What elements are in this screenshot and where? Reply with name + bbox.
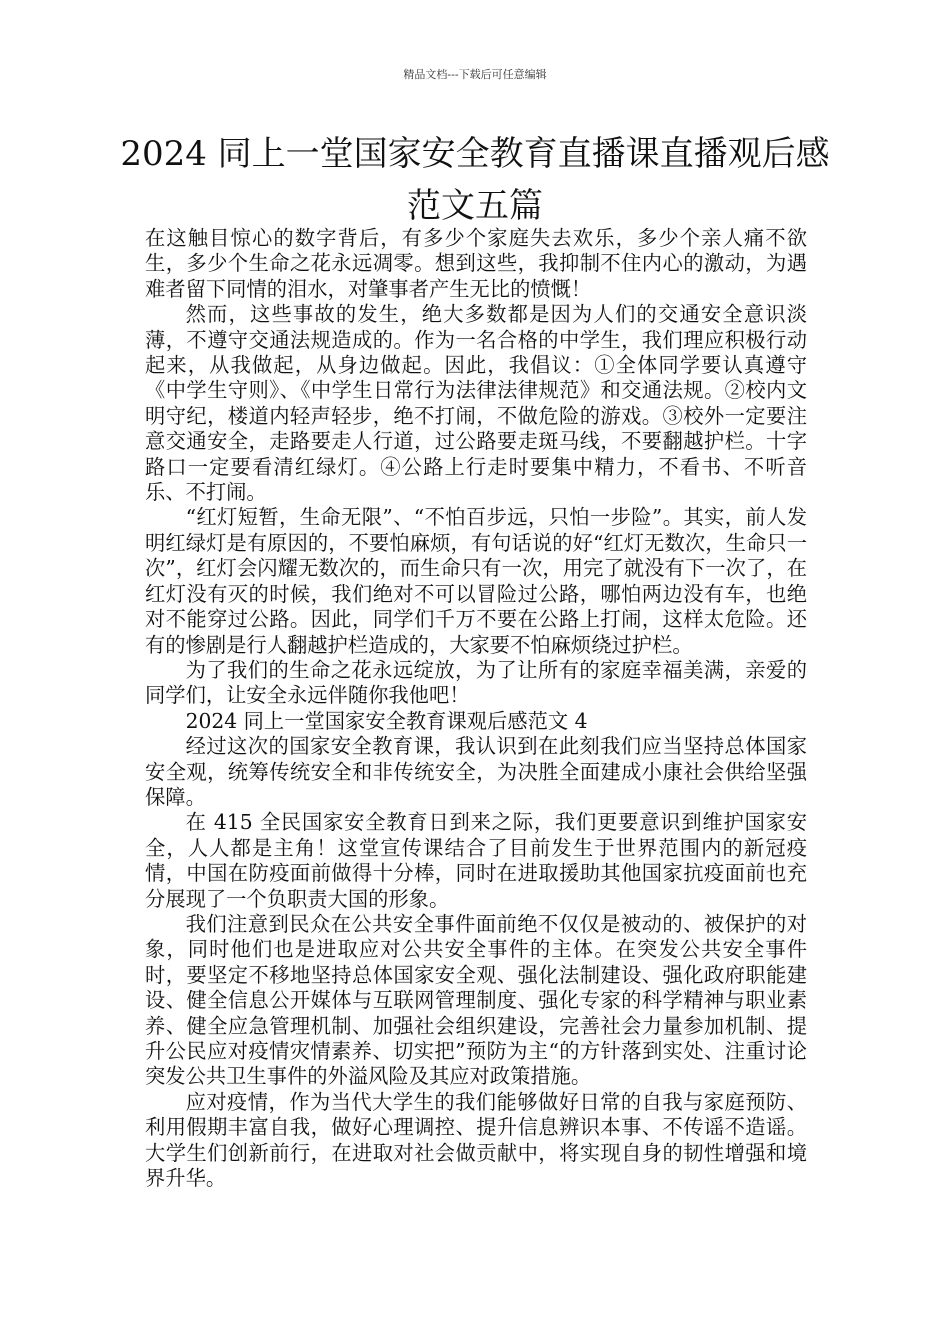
paragraph-7: 我们注意到民众在公共安全事件面前绝不仅仅是被动的、被保护的对象，同时他们也是进取应对公共安全事件的主体。在突发公共安全事件时，要坚定不移地坚持总体国家安全观、强化法制建设、强化政府职能建设、健全信息公开媒体与互联网管理制度、强化专家的科学精神与职业素养、健全应急管理机制、加强社会组织建设，完善社会力量参加机制、提升公民应对疫情灾情素养、切实把”预防为主“的方针落到实处、注重讨论突发公共卫生事件的外溢风险及其应对政策措施。	[145, 911, 807, 1089]
document-body	[145, 226, 807, 1191]
page-header: 精品文档---下载后可任意编辑	[403, 68, 547, 81]
paragraph-6: 在 415 全民国家安全教育日到来之际，我们更要意识到维护国家安全，人人都是主角！这堂宣传课结合了目前发生于世界范围内的新冠疫情，中国在防疫面前做得十分棒，同时在进取援助其他国家抗疫面前也充分展现了一个负职责大国的形象。	[145, 810, 807, 911]
paragraph-3: “红灯短暂，生命无限”、“不怕百步远，只怕一步险”。其实，前人发明红绿灯是有原因的，不要怕麻烦，有句话说的好“红灯无数次，生命只一次”，红灯会闪耀无数次的，而生命只有一次，用完了就没有下一次了，在红灯没有灭的时候，我们绝对不可以冒险过公路，哪怕两边没有车，也绝对不能穿过公路。因此，同学们千万不要在公路上打闹，这样太危险。还有的惨剧是行人翻越护栏造成的，大家要不怕麻烦绕过护栏。	[145, 505, 807, 657]
paragraph-5: 经过这次的国家安全教育课，我认识到在此刻我们应当坚持总体国家安全观，统筹传统安全和非传统安全，为决胜全面建成小康社会供给坚强保障。	[145, 734, 807, 809]
section-heading: 2024 同上一堂国家安全教育课观后感范文 4	[185, 708, 588, 733]
paragraph-2: 然而，这些事故的发生，绝大多数都是因为人们的交通安全意识淡薄，不遵守交通法规造成的。作为一名合格的中学生，我们理应积极行动起来，从我做起，从身边做起。因此，我倡议：①全体同学要认真遵守《中学生守则》、《中学生日常行为法律法律规范》和交通法规。②校内文明守纪，楼道内轻声轻步，绝不打闹，不做危险的游戏。③校外一定要注意交通安全，走路要走人行道，过公路要走斑马线，不要翻越护栏。十字路口一定要看清红绿灯。④公路上行走时要集中精力，不看书、不听音乐、不打闹。	[145, 302, 807, 505]
paragraph-4: 为了我们的生命之花永远绽放，为了让所有的家庭幸福美满，亲爱的同学们，让安全永远伴随你我他吧！	[145, 657, 807, 708]
paragraph-1: 在这触目惊心的数字背后，有多少个家庭失去欢乐，多少个亲人痛不欲生，多少个生命之花永远凋零。想到这些，我抑制不住内心的激动，为遇难者留下同情的泪水，对肇事者产生无比的愤慨！	[145, 226, 807, 301]
document-title: 2024 同上一堂国家安全教育直播课直播观后感范文五篇	[120, 134, 830, 226]
paragraph-8: 应对疫情，作为当代大学生的我们能够做好日常的自我与家庭预防、利用假期丰富自我，做好心理调控、提升信息辨识本事、不传谣不造谣。大学生们创新前行，在进取对社会做贡献中，将实现自身的韧性增强和境界升华。	[145, 1089, 807, 1191]
